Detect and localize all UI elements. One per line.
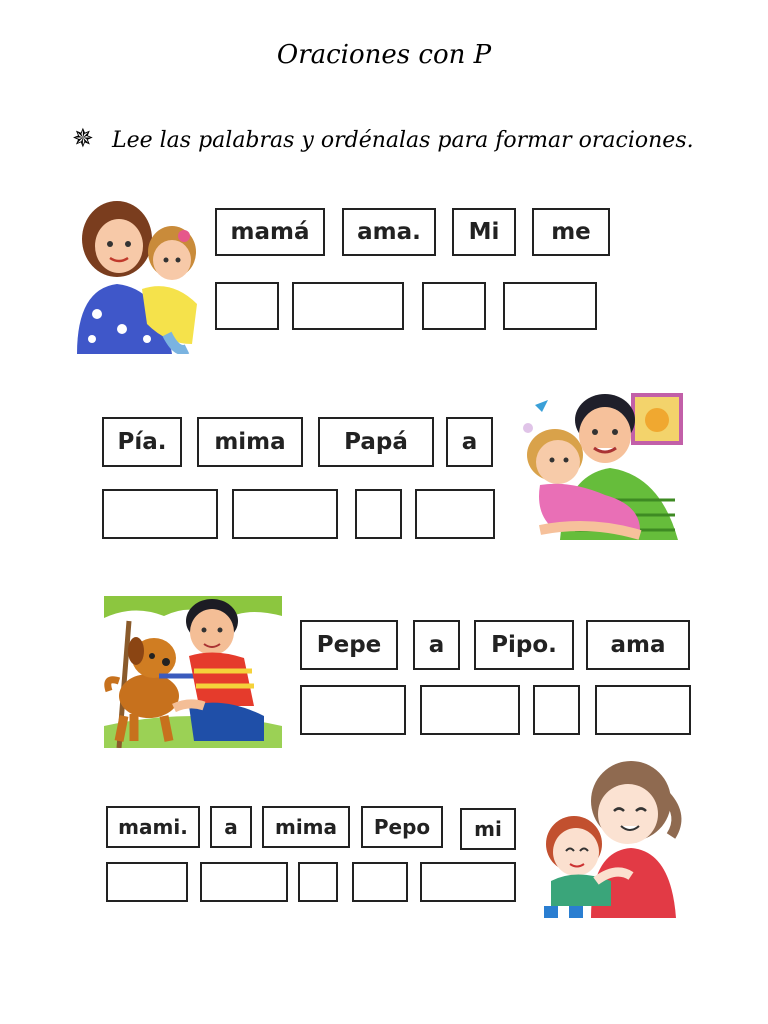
- word-card[interactable]: mi: [460, 808, 516, 850]
- word-card[interactable]: me: [532, 208, 610, 256]
- answer-box[interactable]: [298, 862, 338, 902]
- answer-box[interactable]: [200, 862, 288, 902]
- word-card[interactable]: Pepe: [300, 620, 398, 670]
- word-card[interactable]: mima: [262, 806, 350, 848]
- word-card[interactable]: Papá: [318, 417, 434, 467]
- word-card[interactable]: Pía.: [102, 417, 182, 467]
- word-card[interactable]: a: [446, 417, 493, 467]
- word-card[interactable]: Pipo.: [474, 620, 574, 670]
- word-card[interactable]: Pepo: [361, 806, 443, 848]
- word-card[interactable]: a: [210, 806, 252, 848]
- word-card[interactable]: mami.: [106, 806, 200, 848]
- answer-box[interactable]: [106, 862, 188, 902]
- word-card[interactable]: a: [413, 620, 460, 670]
- word-card[interactable]: Mi: [452, 208, 516, 256]
- page-title: Oraciones con P: [276, 40, 492, 70]
- word-card[interactable]: mamá: [215, 208, 325, 256]
- answer-box[interactable]: [420, 862, 516, 902]
- star-icon: ✵: [72, 124, 94, 154]
- word-card[interactable]: mima: [197, 417, 303, 467]
- answer-box[interactable]: [352, 862, 408, 902]
- word-card[interactable]: ama.: [342, 208, 436, 256]
- word-card[interactable]: ama: [586, 620, 690, 670]
- mother-hugging-child-illustration: [536, 756, 686, 918]
- instruction-text: Lee las palabras y ordénalas para formar oraciones.: [112, 128, 694, 153]
